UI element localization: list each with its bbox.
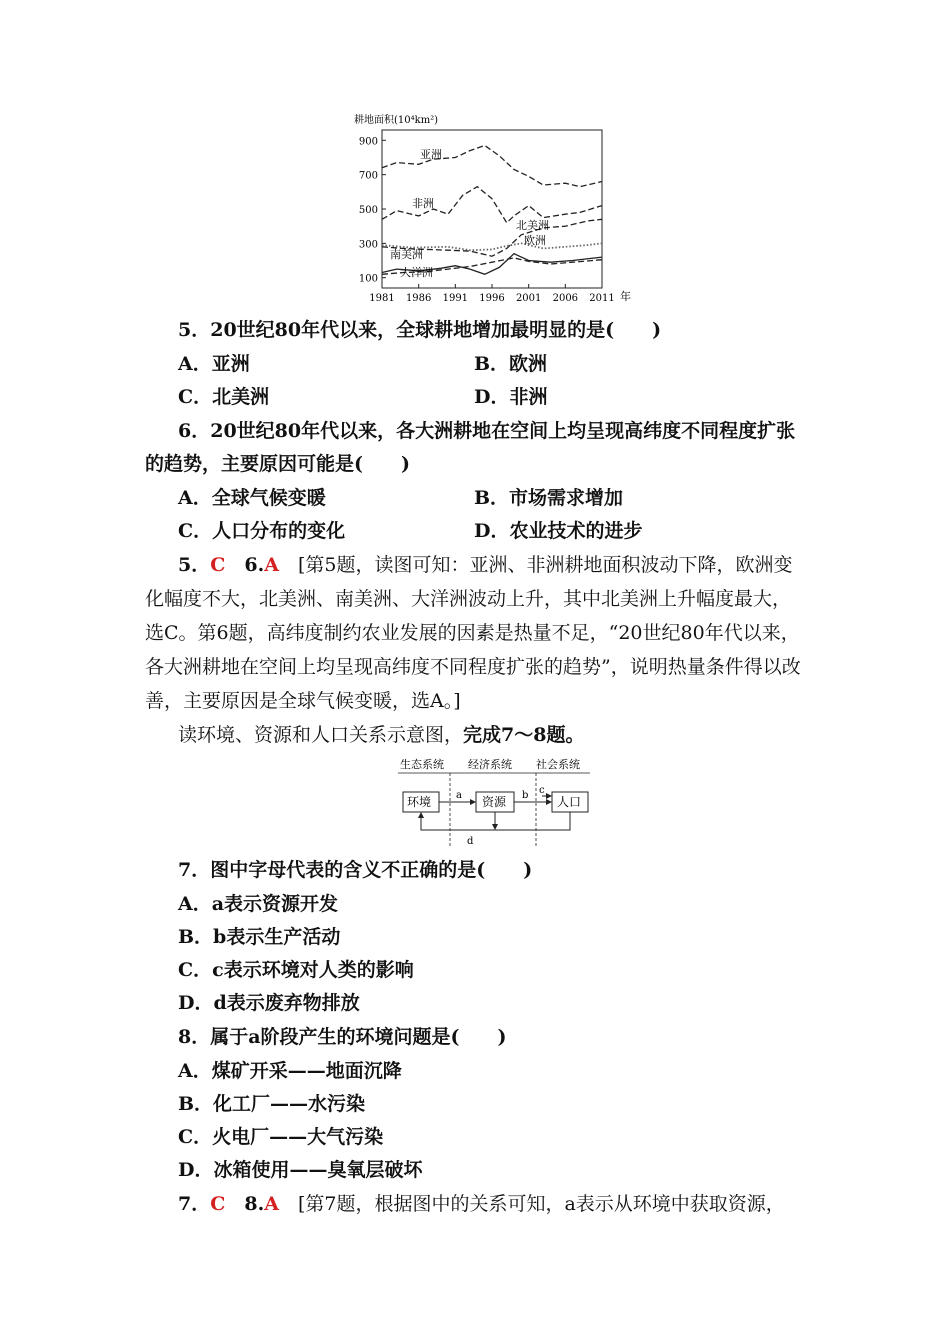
x-tick-label: 1991 [442,293,469,304]
label-social-system: 社会系统 [536,758,580,771]
y-tick-label: 300 [358,239,378,251]
answer-5-6-line4: 各大洲耕地在空间上均呈现高纬度不同程度扩张的趋势”，说明热量条件得以改 [145,656,801,678]
answer-5-letter: C [210,554,226,576]
intro-bold: 完成7～8题。 [463,724,585,746]
series-label-south-america: 南美洲 [390,248,423,261]
answer-7-letter: C [210,1193,226,1215]
environment-resource-population-diagram [398,756,590,848]
answer-7-number: 7． [178,1193,211,1215]
answer-6-number: 6. [225,554,265,576]
series-label-north-america: 北美洲 [516,219,549,232]
question-6-stem-line1: 6．20世纪80年代以来，各大洲耕地在空间上均呈现高纬度不同程度扩张 [178,420,796,442]
q8-option-b: B．化工厂——水污染 [178,1093,366,1115]
x-tick-label: 2011 [589,293,615,304]
series-label-europe: 欧洲 [524,234,546,247]
chart-y-axis-label: 耕地面积(10⁴km²) [354,115,439,126]
x-tick-label: 1996 [479,293,505,304]
q5-option-d: D．非洲 [474,386,548,408]
answer-5-6-line2: 化幅度不大，北美洲、南美洲、大洋洲波动上升，其中北美洲上升幅度最大， [145,588,792,610]
label-ecological-system: 生态系统 [400,758,444,771]
box-resource-label: 资源 [482,795,507,809]
arrow-a-label: a [456,790,462,801]
answer-8-letter: A [264,1193,279,1215]
box-population-label: 人口 [557,795,582,809]
q8-option-c: C．火电厂——大气污染 [178,1126,384,1148]
answer-5-number: 5． [178,554,211,576]
q8-option-a: A．煤矿开采——地面沉降 [178,1060,402,1082]
label-economic-system: 经济系统 [468,758,512,771]
intro-prefix: 读环境、资源和人口关系示意图， [178,724,464,746]
x-tick-label: 2001 [515,293,542,304]
q6-option-a: A．全球气候变暖 [178,487,326,509]
box-environment-label: 环境 [407,795,432,809]
answer-7-8-line1 [178,1192,785,1216]
chart-x-unit: 年 [620,290,631,303]
q6-option-d: D．农业技术的进步 [474,520,643,542]
answer-5-6-text: [第5题，读图可知：亚洲、非洲耕地面积波动下降，欧洲变 [278,554,793,576]
question-8-stem: 8．属于a阶段产生的环境问题是( ) [178,1026,507,1048]
q6-option-c: C．人口分布的变化 [178,520,346,542]
q8-option-d: D．冰箱使用——臭氧层破坏 [178,1159,423,1181]
arrow-c-label: c [539,785,545,796]
y-tick-label: 100 [358,273,378,285]
question-7-stem: 7．图中字母代表的含义不正确的是( ) [178,859,533,881]
y-tick-label: 500 [358,205,378,216]
x-tick-label: 2006 [552,293,579,304]
q6-option-b: B．市场需求增加 [474,487,624,509]
arrow-d-label: d [467,836,474,847]
answer-7-8-text: [第7题，根据图中的关系可知，a表示从环境中获取资源， [278,1193,785,1215]
intro-text [178,723,584,747]
answer-8-number: 8. [225,1193,265,1215]
q7-option-c: C．c表示环境对人类的影响 [178,959,414,981]
series-line-0 [382,146,602,187]
q7-option-a: A．a表示资源开发 [178,893,339,915]
answer-6-letter: A [264,554,279,576]
answer-5-6-line1 [178,553,792,577]
x-tick-label: 1981 [369,293,395,304]
y-tick-label: 900 [358,136,378,148]
cropland-area-chart [350,112,640,308]
q5-option-c: C．北美洲 [178,386,270,408]
y-tick-label: 700 [358,170,378,182]
series-label-oceania: 大洋洲 [400,266,433,279]
q7-option-b: B．b表示生产活动 [178,926,341,948]
arrow-b-label: b [522,790,529,801]
answer-5-6-line3: 选C。第6题，高纬度制约农业发展的因素是热量不足，“20世纪80年代以来， [145,622,800,644]
x-tick-label: 1986 [405,293,432,304]
answer-5-6-line5: 善，主要原因是全球气候变暖，选A。] [145,690,461,712]
q7-option-d: D．d表示废弃物排放 [178,992,360,1014]
q5-option-b: B．欧洲 [474,353,548,375]
question-6-stem-line2: 的趋势，主要原因可能是( ) [145,453,410,475]
series-label-asia: 亚洲 [420,148,442,161]
series-label-africa: 非洲 [412,197,434,210]
chart-x-ticks [369,284,614,304]
question-5-stem: 5．20世纪80年代以来，全球耕地增加最明显的是( ) [178,319,662,341]
q5-option-a: A．亚洲 [178,353,250,375]
